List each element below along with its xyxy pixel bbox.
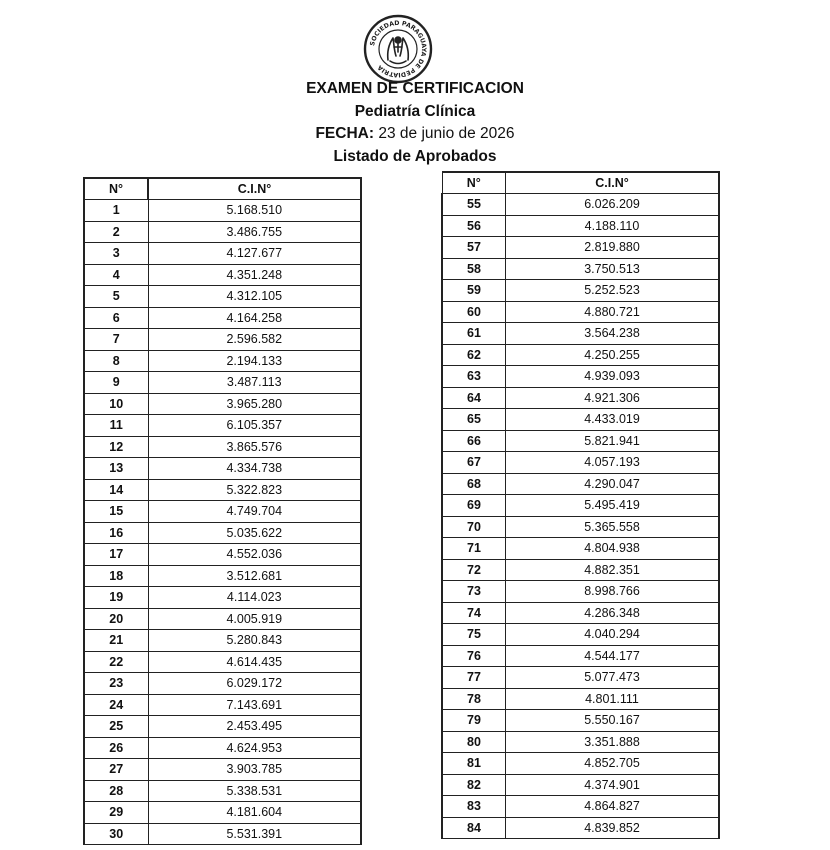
row-number: 65 bbox=[442, 409, 506, 431]
row-number: 74 bbox=[442, 602, 506, 624]
table-row bbox=[442, 559, 719, 581]
table-row bbox=[442, 667, 719, 689]
table-row bbox=[84, 243, 361, 265]
row-number: 6 bbox=[84, 307, 148, 329]
list-title: Listado de Aprobados bbox=[333, 147, 497, 165]
row-cin: 2.194.133 bbox=[148, 350, 361, 372]
row-cin: 4.624.953 bbox=[148, 737, 361, 759]
row-cin: 4.552.036 bbox=[148, 544, 361, 566]
row-number: 63 bbox=[442, 366, 506, 388]
table-row bbox=[84, 651, 361, 673]
table-row bbox=[84, 307, 361, 329]
row-cin: 6.029.172 bbox=[148, 673, 361, 695]
row-cin: 3.564.238 bbox=[506, 323, 720, 345]
row-number: 22 bbox=[84, 651, 148, 673]
row-number: 21 bbox=[84, 630, 148, 652]
table-row bbox=[442, 366, 719, 388]
table-row bbox=[442, 796, 719, 818]
row-cin: 4.057.193 bbox=[506, 452, 720, 474]
row-cin: 8.998.766 bbox=[506, 581, 720, 603]
table-row bbox=[84, 716, 361, 738]
table-row bbox=[442, 710, 719, 732]
row-cin: 3.865.576 bbox=[148, 436, 361, 458]
row-cin: 4.290.047 bbox=[506, 473, 720, 495]
row-number: 20 bbox=[84, 608, 148, 630]
row-number: 67 bbox=[442, 452, 506, 474]
row-number: 58 bbox=[442, 258, 506, 280]
table-row bbox=[84, 544, 361, 566]
exam-date bbox=[0, 123, 830, 146]
table-row bbox=[442, 409, 719, 431]
table-row bbox=[84, 415, 361, 437]
table-row bbox=[84, 673, 361, 695]
row-cin: 5.550.167 bbox=[506, 710, 720, 732]
row-number: 29 bbox=[84, 802, 148, 824]
table-row bbox=[442, 215, 719, 237]
row-number: 56 bbox=[442, 215, 506, 237]
row-number: 66 bbox=[442, 430, 506, 452]
row-cin: 5.252.523 bbox=[506, 280, 720, 302]
row-number: 12 bbox=[84, 436, 148, 458]
row-cin: 4.939.093 bbox=[506, 366, 720, 388]
column-header-cin: C.I.N° bbox=[148, 178, 361, 200]
row-number: 70 bbox=[442, 516, 506, 538]
row-number: 3 bbox=[84, 243, 148, 265]
row-number: 8 bbox=[84, 350, 148, 372]
exam-subtitle: Pediatría Clínica bbox=[354, 102, 476, 120]
table-header-row bbox=[84, 178, 361, 200]
row-cin: 4.614.435 bbox=[148, 651, 361, 673]
table-row bbox=[84, 264, 361, 286]
row-number: 16 bbox=[84, 522, 148, 544]
seal-text: SOCIEDAD PARAGUAYA DE PEDIATRIA bbox=[369, 19, 428, 79]
row-number: 23 bbox=[84, 673, 148, 695]
row-number: 2 bbox=[84, 221, 148, 243]
row-number: 64 bbox=[442, 387, 506, 409]
row-cin: 4.005.919 bbox=[148, 608, 361, 630]
column-header-cin: C.I.N° bbox=[506, 172, 720, 194]
column-header-number: N° bbox=[84, 178, 148, 200]
row-number: 78 bbox=[442, 688, 506, 710]
row-number: 60 bbox=[442, 301, 506, 323]
society-seal-logo bbox=[363, 14, 433, 84]
row-cin: 4.040.294 bbox=[506, 624, 720, 646]
row-number: 79 bbox=[442, 710, 506, 732]
row-number: 82 bbox=[442, 774, 506, 796]
table-row bbox=[84, 393, 361, 415]
row-number: 17 bbox=[84, 544, 148, 566]
row-cin: 4.286.348 bbox=[506, 602, 720, 624]
row-number: 71 bbox=[442, 538, 506, 560]
row-cin: 2.819.880 bbox=[506, 237, 720, 259]
row-number: 25 bbox=[84, 716, 148, 738]
table-row bbox=[84, 630, 361, 652]
row-number: 76 bbox=[442, 645, 506, 667]
row-number: 80 bbox=[442, 731, 506, 753]
row-cin: 6.026.209 bbox=[506, 194, 720, 216]
table-row bbox=[442, 516, 719, 538]
row-cin: 4.864.827 bbox=[506, 796, 720, 818]
table-row bbox=[442, 753, 719, 775]
table-row bbox=[442, 624, 719, 646]
row-cin: 4.250.255 bbox=[506, 344, 720, 366]
row-number: 27 bbox=[84, 759, 148, 781]
row-number: 11 bbox=[84, 415, 148, 437]
table-row bbox=[442, 323, 719, 345]
row-cin: 4.880.721 bbox=[506, 301, 720, 323]
table-body-right bbox=[442, 194, 719, 839]
row-number: 62 bbox=[442, 344, 506, 366]
table-row bbox=[442, 237, 719, 259]
table-row bbox=[442, 581, 719, 603]
row-number: 5 bbox=[84, 286, 148, 308]
row-cin: 5.322.823 bbox=[148, 479, 361, 501]
table-row bbox=[442, 645, 719, 667]
row-number: 81 bbox=[442, 753, 506, 775]
row-number: 18 bbox=[84, 565, 148, 587]
row-cin: 4.181.604 bbox=[148, 802, 361, 824]
row-number: 1 bbox=[84, 200, 148, 222]
table-row bbox=[442, 452, 719, 474]
row-number: 4 bbox=[84, 264, 148, 286]
table-row bbox=[442, 473, 719, 495]
row-number: 55 bbox=[442, 194, 506, 216]
row-cin: 4.839.852 bbox=[506, 817, 720, 839]
table-row bbox=[442, 387, 719, 409]
row-cin: 4.374.901 bbox=[506, 774, 720, 796]
row-cin: 4.852.705 bbox=[506, 753, 720, 775]
exam-title: EXAMEN DE CERTIFICACION bbox=[306, 80, 524, 97]
table-row bbox=[84, 501, 361, 523]
table-row bbox=[84, 436, 361, 458]
table-row bbox=[84, 759, 361, 781]
row-cin: 3.487.113 bbox=[148, 372, 361, 394]
hands-child-seal-icon bbox=[388, 37, 409, 64]
row-cin: 7.143.691 bbox=[148, 694, 361, 716]
table-row bbox=[84, 802, 361, 824]
row-cin: 3.486.755 bbox=[148, 221, 361, 243]
row-number: 9 bbox=[84, 372, 148, 394]
table-row bbox=[84, 372, 361, 394]
table-row bbox=[442, 817, 719, 839]
table-row bbox=[442, 688, 719, 710]
row-cin: 2.453.495 bbox=[148, 716, 361, 738]
row-number: 10 bbox=[84, 393, 148, 415]
row-cin: 4.749.704 bbox=[148, 501, 361, 523]
row-cin: 2.596.582 bbox=[148, 329, 361, 351]
row-number: 24 bbox=[84, 694, 148, 716]
table-row bbox=[84, 823, 361, 845]
row-cin: 4.188.110 bbox=[506, 215, 720, 237]
row-cin: 5.531.391 bbox=[148, 823, 361, 845]
row-number: 19 bbox=[84, 587, 148, 609]
table-row bbox=[84, 694, 361, 716]
row-cin: 4.164.258 bbox=[148, 307, 361, 329]
row-cin: 4.804.938 bbox=[506, 538, 720, 560]
row-number: 84 bbox=[442, 817, 506, 839]
table-row bbox=[442, 344, 719, 366]
table-row bbox=[84, 286, 361, 308]
table-row bbox=[84, 608, 361, 630]
date-label: FECHA: bbox=[315, 125, 375, 142]
row-number: 73 bbox=[442, 581, 506, 603]
row-cin: 5.280.843 bbox=[148, 630, 361, 652]
table-row bbox=[84, 587, 361, 609]
row-number: 15 bbox=[84, 501, 148, 523]
row-cin: 5.821.941 bbox=[506, 430, 720, 452]
row-number: 13 bbox=[84, 458, 148, 480]
table-row bbox=[84, 737, 361, 759]
row-cin: 4.801.111 bbox=[506, 688, 720, 710]
table-row bbox=[84, 329, 361, 351]
table-row bbox=[84, 350, 361, 372]
table-row bbox=[84, 200, 361, 222]
row-number: 72 bbox=[442, 559, 506, 581]
approved-table-left bbox=[83, 177, 362, 845]
table-row bbox=[442, 258, 719, 280]
column-header-number: N° bbox=[442, 172, 506, 194]
document-header bbox=[0, 78, 830, 168]
row-cin: 4.127.677 bbox=[148, 243, 361, 265]
row-number: 61 bbox=[442, 323, 506, 345]
table-row bbox=[442, 194, 719, 216]
table-row bbox=[442, 495, 719, 517]
table-row bbox=[442, 538, 719, 560]
approved-table-right bbox=[441, 171, 720, 839]
row-cin: 4.544.177 bbox=[506, 645, 720, 667]
row-number: 68 bbox=[442, 473, 506, 495]
row-cin: 4.114.023 bbox=[148, 587, 361, 609]
table-row bbox=[84, 479, 361, 501]
row-cin: 5.495.419 bbox=[506, 495, 720, 517]
table-row bbox=[84, 565, 361, 587]
row-number: 75 bbox=[442, 624, 506, 646]
row-cin: 3.512.681 bbox=[148, 565, 361, 587]
row-number: 57 bbox=[442, 237, 506, 259]
row-cin: 4.921.306 bbox=[506, 387, 720, 409]
table-header-row bbox=[442, 172, 719, 194]
row-number: 69 bbox=[442, 495, 506, 517]
row-cin: 3.750.513 bbox=[506, 258, 720, 280]
table-row bbox=[84, 458, 361, 480]
row-number: 26 bbox=[84, 737, 148, 759]
row-number: 7 bbox=[84, 329, 148, 351]
row-cin: 4.312.105 bbox=[148, 286, 361, 308]
row-number: 83 bbox=[442, 796, 506, 818]
row-cin: 3.351.888 bbox=[506, 731, 720, 753]
table-row bbox=[442, 731, 719, 753]
row-number: 59 bbox=[442, 280, 506, 302]
table-row bbox=[442, 774, 719, 796]
row-number: 28 bbox=[84, 780, 148, 802]
row-cin: 5.168.510 bbox=[148, 200, 361, 222]
row-cin: 5.077.473 bbox=[506, 667, 720, 689]
row-number: 77 bbox=[442, 667, 506, 689]
table-row bbox=[442, 301, 719, 323]
row-cin: 5.035.622 bbox=[148, 522, 361, 544]
row-cin: 5.365.558 bbox=[506, 516, 720, 538]
row-cin: 6.105.357 bbox=[148, 415, 361, 437]
table-body-left bbox=[84, 200, 361, 845]
row-cin: 4.433.019 bbox=[506, 409, 720, 431]
date-value: 23 de junio de 2026 bbox=[378, 125, 515, 142]
row-cin: 3.965.280 bbox=[148, 393, 361, 415]
row-cin: 4.334.738 bbox=[148, 458, 361, 480]
table-row bbox=[84, 522, 361, 544]
table-row bbox=[442, 430, 719, 452]
row-number: 30 bbox=[84, 823, 148, 845]
row-cin: 5.338.531 bbox=[148, 780, 361, 802]
table-row bbox=[84, 780, 361, 802]
table-row bbox=[442, 602, 719, 624]
table-row bbox=[442, 280, 719, 302]
table-row bbox=[84, 221, 361, 243]
row-cin: 3.903.785 bbox=[148, 759, 361, 781]
row-number: 14 bbox=[84, 479, 148, 501]
row-cin: 4.351.248 bbox=[148, 264, 361, 286]
row-cin: 4.882.351 bbox=[506, 559, 720, 581]
